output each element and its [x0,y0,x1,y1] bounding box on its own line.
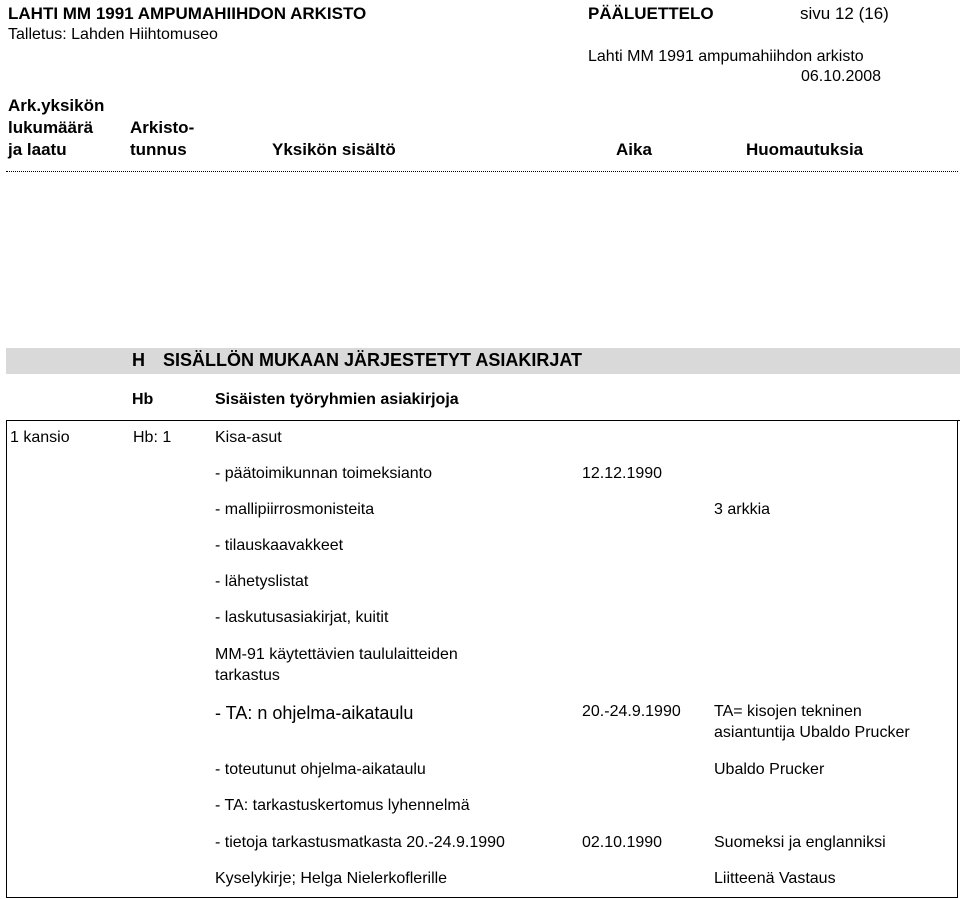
row-content: Kyselykirje; Helga Nielerkoflerille [215,870,448,887]
row-content: - toteutunut ohjelma-aikataulu [215,761,426,778]
column-header-unit-line3: ja laatu [8,140,67,159]
row-notes: Suomeksi ja englanniksi [714,834,886,851]
row-content: - laskutusasiakirjat, kuitit [215,609,389,626]
row-content: - päätoimikunnan toimeksianto [215,465,433,482]
column-header-time: Aika [616,140,652,159]
header-divider [6,171,958,172]
row-content: - TA: tarkastuskertomus lyhennelmä [215,797,470,814]
subsection-code: Hb [132,391,154,408]
row-notes: 3 arkkia [714,501,771,518]
document-date: 06.10.2008 [801,68,882,85]
row-content: tarkastus [215,667,280,684]
subsection-title: Sisäisten työryhmien asiakirjoja [215,391,459,408]
row-content: - tilauskaavakkeet [215,537,344,554]
entry-box [6,420,958,898]
row-content: MM-91 käytettävien taululaitteiden [215,646,458,663]
column-header-id-line2: tunnus [130,140,187,159]
entry-code: Hb: 1 [133,429,172,446]
row-notes: Ubaldo Prucker [714,761,825,778]
column-header-unit-line1: Ark.yksikön [8,96,105,115]
archive-title: LAHTI MM 1991 AMPUMAHIIHDON ARKISTO [8,4,367,23]
row-content: - TA: n ohjelma-aikataulu [215,703,414,723]
column-header-notes: Huomautuksia [746,140,864,159]
entry-quantity: 1 kansio [10,429,70,446]
row-time: 12.12.1990 [582,465,663,482]
row-time: 02.10.1990 [582,834,663,851]
row-content: - lähetyslistat [215,573,309,590]
row-notes: Liitteenä Vastaus [714,870,836,887]
section-letter: H [132,350,145,370]
storage-location: Talletus: Lahden Hiihtomuseo [8,26,218,43]
column-header-id-line1: Arkisto- [130,118,195,137]
row-notes: TA= kisojen tekninen [714,703,862,720]
column-header-content: Yksikön sisältö [272,140,396,159]
row-notes: asiantuntija Ubaldo Prucker [714,724,910,741]
entry-title: Kisa-asut [215,429,282,446]
row-content: - mallipiirrosmonisteita [215,501,375,518]
row-content: - tietoja tarkastusmatkasta 20.-24.9.1990 [215,834,505,851]
section-title: SISÄLLÖN MUKAAN JÄRJESTETYT ASIAKIRJAT [163,350,583,370]
archive-name: Lahti MM 1991 ampumahiihdon arkisto [588,48,864,65]
page-number: sivu 12 (16) [800,4,889,23]
list-type-label: PÄÄLUETTELO [588,4,714,23]
row-time: 20.-24.9.1990 [582,703,681,720]
column-header-unit-line2: lukumäärä [8,118,94,137]
